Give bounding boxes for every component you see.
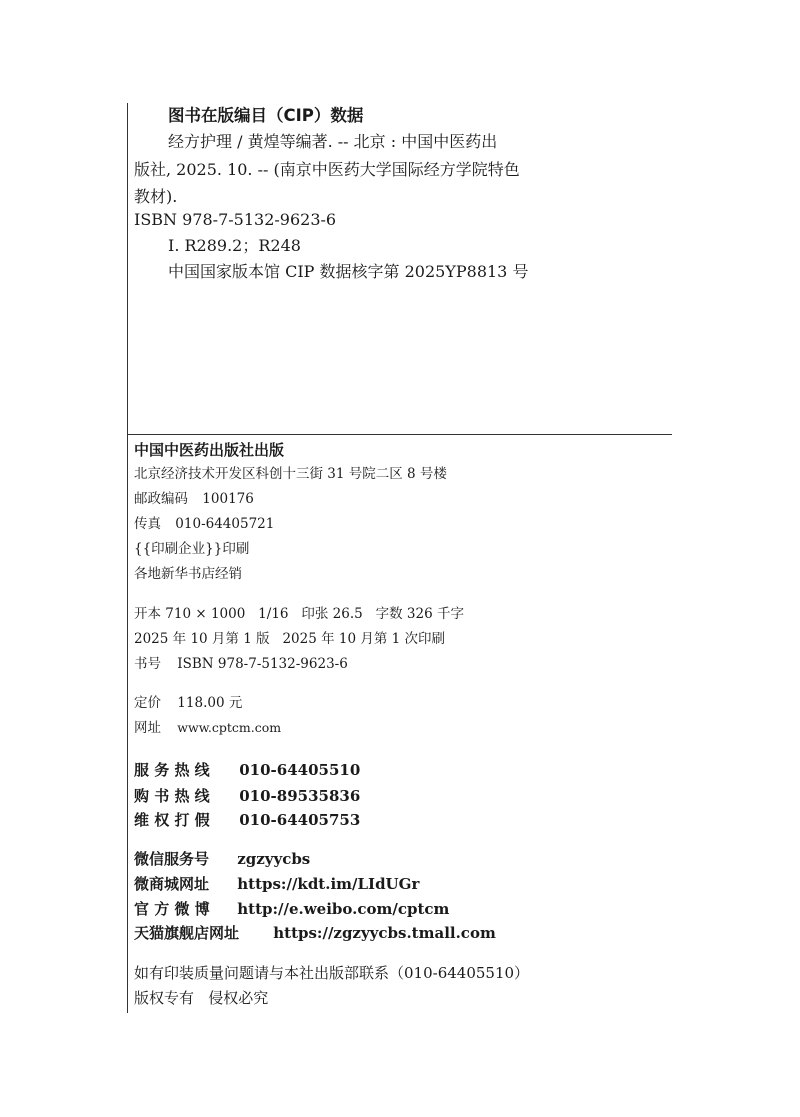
hotline-number: 010-89535836: [239, 787, 361, 805]
social-label: 官 方 微 博: [134, 900, 210, 918]
fax-label: 传真: [134, 516, 161, 532]
hotline-number: 010-64405510: [239, 761, 361, 779]
price-row: [134, 697, 242, 711]
cip-line-2: 版社, 2025. 10. -- (南京中医药大学国际经方学院特色: [134, 160, 520, 179]
distributor-line: 各地新华书店经销: [134, 566, 242, 582]
book-number-value: ISBN 978-7-5132-9623-6: [177, 656, 348, 672]
weibo-row: [134, 902, 449, 917]
social-value: https://zgzyycbs.tmall.com: [273, 924, 496, 942]
social-label: 微商城网址: [134, 875, 210, 893]
hotline-label: 维 权 打 假: [134, 811, 210, 829]
printer-line: {{印刷企业}}印刷: [134, 541, 250, 557]
tmall-row: [134, 926, 496, 941]
quality-notice: 如有印装质量问题请与本社出版部联系（010-64405510）: [134, 964, 530, 982]
format-line: 开本 710 × 1000 1/16 印张 26.5 字数 326 千字: [134, 606, 464, 622]
left-margin-rule: [127, 103, 128, 1013]
price-label: 定价: [134, 695, 161, 711]
website-value: www.cptcm.com: [177, 720, 282, 735]
hotline-number: 010-64405753: [239, 811, 361, 829]
hotline-sales-row: [134, 789, 360, 804]
cip-heading: 图书在版编目（CIP）数据: [168, 106, 364, 125]
hotline-service-row: [134, 763, 360, 778]
micro-mall-row: [134, 877, 419, 892]
website-row: [134, 722, 281, 736]
hotline-label: 服 务 热 线: [134, 761, 210, 779]
cip-isbn: ISBN 978-7-5132-9623-6: [134, 210, 337, 229]
price-value: 118.00 元: [177, 695, 243, 711]
social-value: https://kdt.im/LIdUGr: [237, 875, 420, 893]
cip-line-1: 经方护理 / 黄煌等编著. -- 北京 : 中国中医药出: [168, 132, 498, 151]
social-value: http://e.weibo.com/cptcm: [237, 900, 450, 918]
postcode-value: 100176: [202, 491, 254, 507]
hotline-label: 购 书 热 线: [134, 787, 210, 805]
website-label: 网址: [134, 720, 161, 736]
postcode-row: [134, 493, 254, 507]
social-value: zgzyycbs: [237, 850, 311, 868]
cip-line-3: 教材).: [134, 187, 178, 206]
publisher-address: 北京经济技术开发区科创十三街 31 号院二区 8 号楼: [134, 466, 447, 482]
social-label: 微信服务号: [134, 850, 210, 868]
cip-classification: Ⅰ. R289.2；R248: [168, 236, 301, 255]
book-number-row: [134, 658, 348, 672]
postcode-label: 邮政编码: [134, 491, 188, 507]
hotline-anti-piracy-row: [134, 813, 360, 828]
edition-line: 2025 年 10 月第 1 版 2025 年 10 月第 1 次印刷: [134, 631, 446, 647]
copyright-notice: 版权专有 侵权必究: [134, 989, 269, 1007]
publisher-name: 中国中医药出版社出版: [134, 441, 285, 459]
section-divider: [127, 434, 672, 435]
fax-row: [134, 518, 274, 532]
cip-record-number: 中国国家版本馆 CIP 数据核字第 2025YP8813 号: [168, 262, 529, 281]
fax-value: 010-64405721: [175, 516, 275, 532]
book-number-label: 书号: [134, 656, 161, 672]
wechat-row: [134, 852, 310, 867]
social-label: 天猫旗舰店网址: [134, 924, 240, 942]
